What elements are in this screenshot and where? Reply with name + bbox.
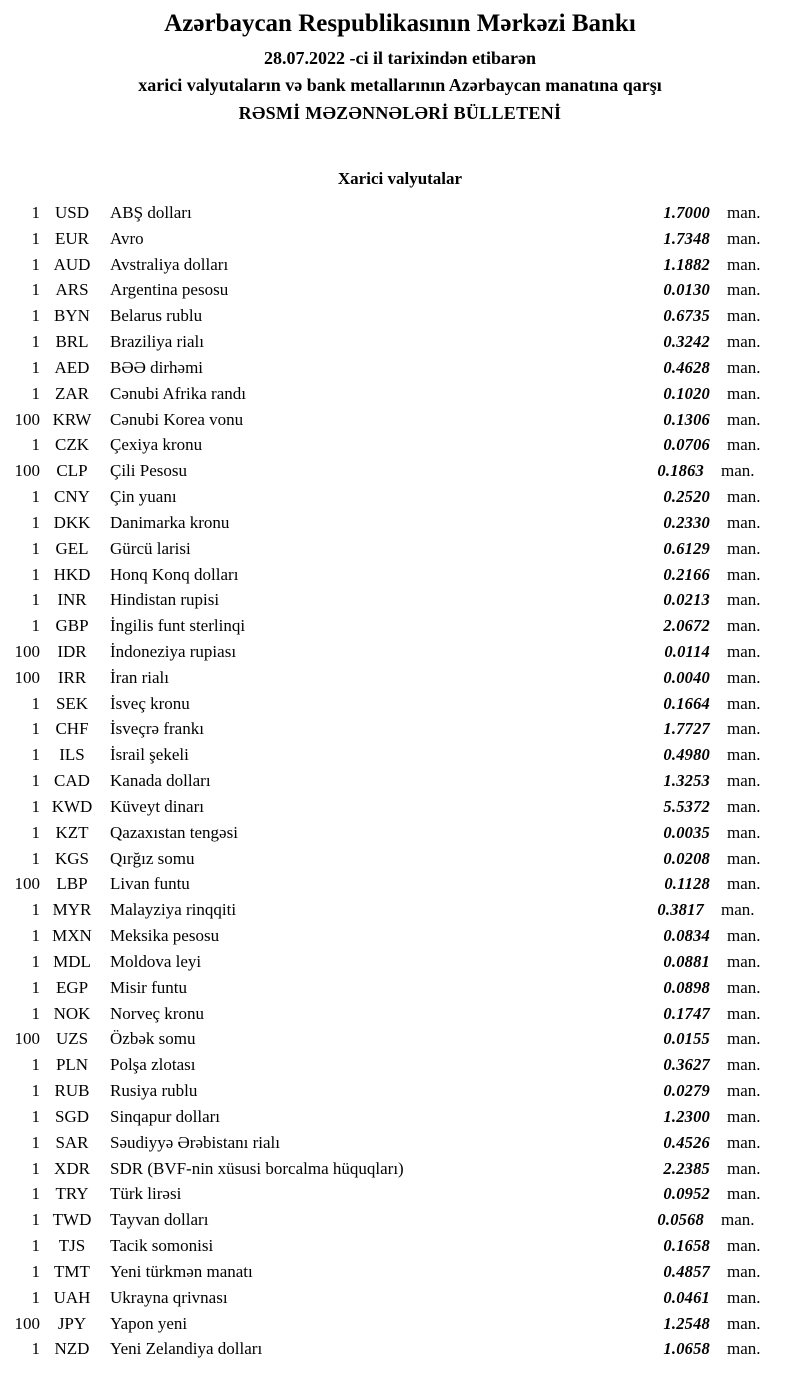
currency-name: Tayvan dolları <box>110 1210 209 1230</box>
currency-code: ARS <box>55 280 89 300</box>
currency-unit-label: man. <box>727 306 761 326</box>
exchange-rate-row <box>0 949 800 975</box>
currency-name: Gürcü larisi <box>110 538 191 558</box>
exchange-rate-value: 1.7727 <box>663 719 710 739</box>
currency-name: Hindistan rupisi <box>110 590 220 610</box>
exchange-rate-row <box>0 200 800 226</box>
currency-name: Livan funtu <box>110 874 190 894</box>
exchange-rate-row <box>0 742 800 768</box>
nominal-quantity: 1 <box>31 435 40 455</box>
currency-code: HKD <box>53 564 91 584</box>
exchange-rate-row <box>0 355 800 381</box>
nominal-quantity: 100 <box>14 874 40 894</box>
nominal-quantity: 1 <box>31 512 40 532</box>
currency-unit-label: man. <box>727 332 761 352</box>
bank-name-title: Azərbaycan Respublikasının Mərkəzi Bankı <box>164 10 636 37</box>
exchange-rate-value: 0.1863 <box>657 461 704 481</box>
currency-code: KZT <box>55 822 89 842</box>
currency-name: İndoneziya rupiası <box>110 641 237 661</box>
nominal-quantity: 1 <box>31 1081 40 1101</box>
currency-name: İran rialı <box>110 667 169 687</box>
currency-name: Honq Konq dolları <box>110 564 239 584</box>
currency-code: NZD <box>54 1339 90 1359</box>
currency-code: MXN <box>52 926 92 946</box>
nominal-quantity: 100 <box>14 409 40 429</box>
exchange-rate-value: 0.0952 <box>663 1184 710 1204</box>
nominal-quantity: 100 <box>14 461 40 481</box>
currency-unit-label: man. <box>727 719 761 739</box>
nominal-quantity: 1 <box>31 357 40 377</box>
exchange-rate-row <box>0 1207 800 1233</box>
currency-code: SAR <box>55 1132 89 1152</box>
currency-unit-label: man. <box>727 693 761 713</box>
exchange-rate-row <box>0 1233 800 1259</box>
currency-code: GBP <box>55 616 89 636</box>
exchange-rate-row <box>0 277 800 303</box>
exchange-rate-row <box>0 820 800 846</box>
exchange-rate-row <box>0 303 800 329</box>
currency-name: Avro <box>110 228 144 248</box>
currency-name: Yapon yeni <box>110 1313 188 1333</box>
currency-name: Səudiyyə Ərəbistanı rialı <box>110 1132 280 1152</box>
nominal-quantity: 1 <box>31 616 40 636</box>
currency-code: KGS <box>54 848 89 868</box>
currency-name: Qazaxıstan tengəsi <box>110 822 238 842</box>
currency-name: BƏƏ dirhəmi <box>110 357 204 377</box>
exchange-rate-value: 0.3817 <box>657 900 704 920</box>
exchange-rate-value: 0.0834 <box>663 926 710 946</box>
currency-name: İsveçrə frankı <box>110 719 204 739</box>
currency-code: ZAR <box>55 383 89 403</box>
currency-unit-label: man. <box>727 926 761 946</box>
currency-unit-label: man. <box>727 745 761 765</box>
currency-code: DKK <box>53 512 91 532</box>
currency-code: UAH <box>53 1287 91 1307</box>
nominal-quantity: 1 <box>31 1003 40 1023</box>
exchange-rate-row <box>0 1052 800 1078</box>
currency-name: Norveç kronu <box>110 1003 204 1023</box>
exchange-rate-row <box>0 1336 800 1362</box>
currency-code: CZK <box>55 435 89 455</box>
exchange-rate-value: 0.1747 <box>663 1003 710 1023</box>
exchange-rate-row <box>0 923 800 949</box>
nominal-quantity: 1 <box>31 1106 40 1126</box>
currency-unit-label: man. <box>721 461 755 481</box>
currency-name: Ukrayna qrivnası <box>110 1287 228 1307</box>
exchange-rate-value: 0.0130 <box>663 280 710 300</box>
exchange-rate-value: 0.0568 <box>657 1210 704 1230</box>
exchange-rate-value: 0.0155 <box>663 1029 710 1049</box>
nominal-quantity: 100 <box>14 1029 40 1049</box>
currency-name: Cənubi Korea vonu <box>110 409 244 429</box>
exchange-rate-value: 0.0035 <box>663 822 710 842</box>
currency-name: Malayziya rinqqiti <box>110 900 237 920</box>
nominal-quantity: 100 <box>14 1313 40 1333</box>
currency-code: UZS <box>55 1029 89 1049</box>
currency-name: İngilis funt sterlinqi <box>110 616 246 636</box>
currency-name: Cənubi Afrika randı <box>110 383 246 403</box>
currency-name: Yeni türkmən manatı <box>110 1261 253 1281</box>
currency-code: IRR <box>57 667 87 687</box>
nominal-quantity: 1 <box>31 796 40 816</box>
exchange-rate-row <box>0 226 800 252</box>
exchange-rate-value: 0.2330 <box>663 512 710 532</box>
effective-date-line: 28.07.2022 -ci il tarixindən etibarən <box>264 48 536 68</box>
currency-code: CHF <box>55 719 89 739</box>
currency-unit-label: man. <box>727 848 761 868</box>
nominal-quantity: 1 <box>31 590 40 610</box>
currency-unit-label: man. <box>721 900 755 920</box>
currency-unit-label: man. <box>727 202 761 222</box>
nominal-quantity: 1 <box>31 1261 40 1281</box>
currency-unit-label: man. <box>727 667 761 687</box>
currency-code: AED <box>54 357 90 377</box>
exchange-rate-row <box>0 407 800 433</box>
currency-code: TRY <box>55 1184 89 1204</box>
currency-code: KRW <box>52 409 92 429</box>
currency-name: Braziliya rialı <box>110 332 204 352</box>
exchange-rate-row <box>0 1130 800 1156</box>
currency-name: Argentina pesosu <box>110 280 229 300</box>
exchange-rate-row <box>0 510 800 536</box>
exchange-rate-row <box>0 1311 800 1337</box>
exchange-rate-row <box>0 717 800 743</box>
currency-unit-label: man. <box>727 435 761 455</box>
exchange-rate-value: 1.3253 <box>663 771 710 791</box>
bulletin-header <box>0 0 800 124</box>
currency-name: Sinqapur dolları <box>110 1106 221 1126</box>
exchange-rate-value: 1.7348 <box>663 228 710 248</box>
currency-name: Moldova leyi <box>110 951 202 971</box>
currency-unit-label: man. <box>727 796 761 816</box>
nominal-quantity: 1 <box>31 1287 40 1307</box>
currency-code: TWD <box>52 1210 92 1230</box>
currency-code: AUD <box>53 254 91 274</box>
exchange-rate-value: 1.2548 <box>663 1313 710 1333</box>
nominal-quantity: 100 <box>14 667 40 687</box>
exchange-rate-row <box>0 639 800 665</box>
currency-unit-label: man. <box>727 538 761 558</box>
currency-code: TJS <box>58 1236 86 1256</box>
currency-code: RUB <box>54 1081 90 1101</box>
currency-name: Rusiya rublu <box>110 1081 198 1101</box>
currency-name: Türk lirəsi <box>110 1184 182 1204</box>
exchange-rate-row <box>0 846 800 872</box>
currency-name: Çili Pesosu <box>110 461 187 481</box>
exchange-rate-value: 0.6735 <box>663 306 710 326</box>
exchange-rate-value: 0.0208 <box>663 848 710 868</box>
nominal-quantity: 1 <box>31 1132 40 1152</box>
nominal-quantity: 1 <box>31 693 40 713</box>
nominal-quantity: 1 <box>31 254 40 274</box>
currency-unit-label: man. <box>727 383 761 403</box>
currency-unit-label: man. <box>727 641 761 661</box>
exchange-rate-row <box>0 1078 800 1104</box>
exchange-rate-value: 0.0898 <box>663 977 710 997</box>
subtitle-line: xarici valyutaların və bank metallarının Azərbaycan manatına qarşı <box>138 75 662 95</box>
exchange-rate-row <box>0 252 800 278</box>
nominal-quantity: 1 <box>31 745 40 765</box>
exchange-rate-value: 1.0658 <box>663 1339 710 1359</box>
currency-code: CLP <box>56 461 88 481</box>
exchange-rate-row <box>0 1156 800 1182</box>
nominal-quantity: 1 <box>31 900 40 920</box>
exchange-rate-row <box>0 872 800 898</box>
exchange-rate-row <box>0 458 800 484</box>
nominal-quantity: 1 <box>31 332 40 352</box>
currency-unit-label: man. <box>727 590 761 610</box>
nominal-quantity: 1 <box>31 926 40 946</box>
exchange-rate-value: 0.4526 <box>663 1132 710 1152</box>
nominal-quantity: 1 <box>31 487 40 507</box>
currency-code: BYN <box>54 306 90 326</box>
exchange-rate-row <box>0 1104 800 1130</box>
exchange-rate-value: 0.0706 <box>663 435 710 455</box>
exchange-rate-value: 0.2166 <box>663 564 710 584</box>
exchange-rate-value: 0.1020 <box>663 383 710 403</box>
exchange-rate-value: 1.2300 <box>663 1106 710 1126</box>
currency-unit-label: man. <box>727 254 761 274</box>
nominal-quantity: 1 <box>31 228 40 248</box>
nominal-quantity: 1 <box>31 771 40 791</box>
exchange-rate-row <box>0 1001 800 1027</box>
exchange-rate-value: 1.1882 <box>663 254 710 274</box>
currency-code: XDR <box>54 1158 90 1178</box>
currency-unit-label: man. <box>727 1106 761 1126</box>
currency-code: USD <box>54 202 89 222</box>
currency-name: Misir funtu <box>110 977 187 997</box>
exchange-rate-row <box>0 613 800 639</box>
currency-unit-label: man. <box>727 512 761 532</box>
exchange-rate-value: 1.7000 <box>663 202 710 222</box>
exchange-rate-value: 0.0461 <box>663 1287 710 1307</box>
nominal-quantity: 1 <box>31 280 40 300</box>
exchange-rate-value: 0.6129 <box>663 538 710 558</box>
exchange-rate-row <box>0 562 800 588</box>
exchange-rate-row <box>0 587 800 613</box>
exchange-rate-value: 0.1128 <box>664 874 710 894</box>
exchange-rate-value: 2.0672 <box>663 616 710 636</box>
currency-name: Belarus rublu <box>110 306 203 326</box>
exchange-rate-value: 0.3242 <box>663 332 710 352</box>
nominal-quantity: 1 <box>31 202 40 222</box>
currency-unit-label: man. <box>727 822 761 842</box>
currency-unit-label: man. <box>727 487 761 507</box>
currency-name: İsrail şekeli <box>110 745 189 765</box>
currency-name: Özbək somu <box>110 1029 196 1049</box>
currency-name: SDR (BVF-nin xüsusi borcalma hüquqları) <box>110 1158 404 1178</box>
exchange-rate-row <box>0 1285 800 1311</box>
currency-unit-label: man. <box>727 357 761 377</box>
currency-name: Çexiya kronu <box>110 435 203 455</box>
nominal-quantity: 1 <box>31 383 40 403</box>
currency-code: MDL <box>53 951 91 971</box>
exchange-rate-row <box>0 1259 800 1285</box>
currency-code: PLN <box>55 1055 89 1075</box>
currency-unit-label: man. <box>727 616 761 636</box>
currency-unit-label: man. <box>727 564 761 584</box>
exchange-rate-value: 0.1658 <box>663 1236 710 1256</box>
currency-name: Meksika pesosu <box>110 926 220 946</box>
exchange-rate-row <box>0 897 800 923</box>
exchange-rate-row <box>0 1027 800 1053</box>
currency-unit-label: man. <box>727 1029 761 1049</box>
exchange-rates-table <box>0 200 800 1362</box>
currency-code: BRL <box>55 332 89 352</box>
exchange-rate-value: 0.0881 <box>663 951 710 971</box>
currency-unit-label: man. <box>727 1261 761 1281</box>
currency-unit-label: man. <box>727 1132 761 1152</box>
currency-unit-label: man. <box>727 771 761 791</box>
nominal-quantity: 1 <box>31 822 40 842</box>
exchange-rate-value: 0.2520 <box>663 487 710 507</box>
section-title-foreign-currencies: Xarici valyutalar <box>337 169 463 188</box>
currency-unit-label: man. <box>727 1055 761 1075</box>
bulletin-title: RƏSMİ MƏZƏNNƏLƏRİ BÜLLETENİ <box>238 103 562 123</box>
exchange-rate-value: 0.1306 <box>663 409 710 429</box>
exchange-rate-row <box>0 665 800 691</box>
currency-unit-label: man. <box>727 951 761 971</box>
nominal-quantity: 1 <box>31 1339 40 1359</box>
nominal-quantity: 1 <box>31 538 40 558</box>
currency-code: IDR <box>57 641 87 661</box>
currency-unit-label: man. <box>721 1210 755 1230</box>
currency-code: SEK <box>55 693 89 713</box>
exchange-rate-value: 0.0040 <box>663 667 710 687</box>
currency-name: Qırğız somu <box>110 848 195 868</box>
exchange-rate-row <box>0 329 800 355</box>
currency-code: NOK <box>53 1003 91 1023</box>
currency-name: ABŞ dolları <box>110 202 192 222</box>
exchange-rate-row <box>0 536 800 562</box>
exchange-rate-value: 0.4628 <box>663 357 710 377</box>
exchange-rate-row <box>0 1181 800 1207</box>
currency-code: MYR <box>52 900 92 920</box>
nominal-quantity: 1 <box>31 306 40 326</box>
currency-unit-label: man. <box>727 1158 761 1178</box>
exchange-rate-value: 2.2385 <box>663 1158 710 1178</box>
currency-code: CNY <box>54 487 90 507</box>
exchange-rate-row <box>0 432 800 458</box>
exchange-rate-row <box>0 484 800 510</box>
nominal-quantity: 1 <box>31 951 40 971</box>
currency-code: ILS <box>59 745 85 765</box>
nominal-quantity: 1 <box>31 1210 40 1230</box>
currency-name: İsveç kronu <box>110 693 190 713</box>
currency-unit-label: man. <box>727 1236 761 1256</box>
currency-unit-label: man. <box>727 409 761 429</box>
currency-code: EUR <box>55 228 89 248</box>
currency-code: GEL <box>55 538 89 558</box>
currency-code: INR <box>57 590 87 610</box>
nominal-quantity: 1 <box>31 1055 40 1075</box>
nominal-quantity: 1 <box>31 848 40 868</box>
currency-code: EGP <box>55 977 89 997</box>
currency-code: KWD <box>51 796 93 816</box>
currency-unit-label: man. <box>727 1313 761 1333</box>
exchange-rate-value: 0.0279 <box>663 1081 710 1101</box>
currency-name: Polşa zlotası <box>110 1055 196 1075</box>
exchange-rate-row <box>0 691 800 717</box>
nominal-quantity: 1 <box>31 719 40 739</box>
exchange-rate-value: 0.4980 <box>663 745 710 765</box>
currency-unit-label: man. <box>727 874 761 894</box>
currency-name: Yeni Zelandiya dolları <box>110 1339 263 1359</box>
exchange-rate-row <box>0 768 800 794</box>
exchange-rate-value: 5.5372 <box>663 796 710 816</box>
nominal-quantity: 1 <box>31 1236 40 1256</box>
currency-code: LBP <box>56 874 88 894</box>
nominal-quantity: 1 <box>31 977 40 997</box>
exchange-rate-row <box>0 381 800 407</box>
currency-code: TMT <box>54 1261 90 1281</box>
nominal-quantity: 100 <box>14 641 40 661</box>
currency-unit-label: man. <box>727 1287 761 1307</box>
nominal-quantity: 1 <box>31 1158 40 1178</box>
currency-unit-label: man. <box>727 1184 761 1204</box>
currency-code: JPY <box>57 1313 87 1333</box>
nominal-quantity: 1 <box>31 1184 40 1204</box>
currency-unit-label: man. <box>727 977 761 997</box>
currency-name: Tacik somonisi <box>110 1236 214 1256</box>
exchange-rate-value: 0.4857 <box>663 1261 710 1281</box>
currency-unit-label: man. <box>727 280 761 300</box>
nominal-quantity: 1 <box>31 564 40 584</box>
exchange-rate-value: 0.3627 <box>663 1055 710 1075</box>
exchange-rate-value: 0.0114 <box>664 641 710 661</box>
currency-name: Avstraliya dolları <box>110 254 229 274</box>
currency-code: CAD <box>54 771 90 791</box>
exchange-rate-value: 0.1664 <box>663 693 710 713</box>
currency-name: Küveyt dinarı <box>110 796 204 816</box>
exchange-rate-row <box>0 975 800 1001</box>
currency-code: SGD <box>54 1106 89 1126</box>
currency-unit-label: man. <box>727 1081 761 1101</box>
currency-name: Çin yuanı <box>110 487 177 507</box>
currency-unit-label: man. <box>727 1339 761 1359</box>
exchange-rate-row <box>0 794 800 820</box>
currency-unit-label: man. <box>727 1003 761 1023</box>
currency-name: Kanada dolları <box>110 771 211 791</box>
currency-name: Danimarka kronu <box>110 512 230 532</box>
exchange-rate-value: 0.0213 <box>663 590 710 610</box>
currency-unit-label: man. <box>727 228 761 248</box>
